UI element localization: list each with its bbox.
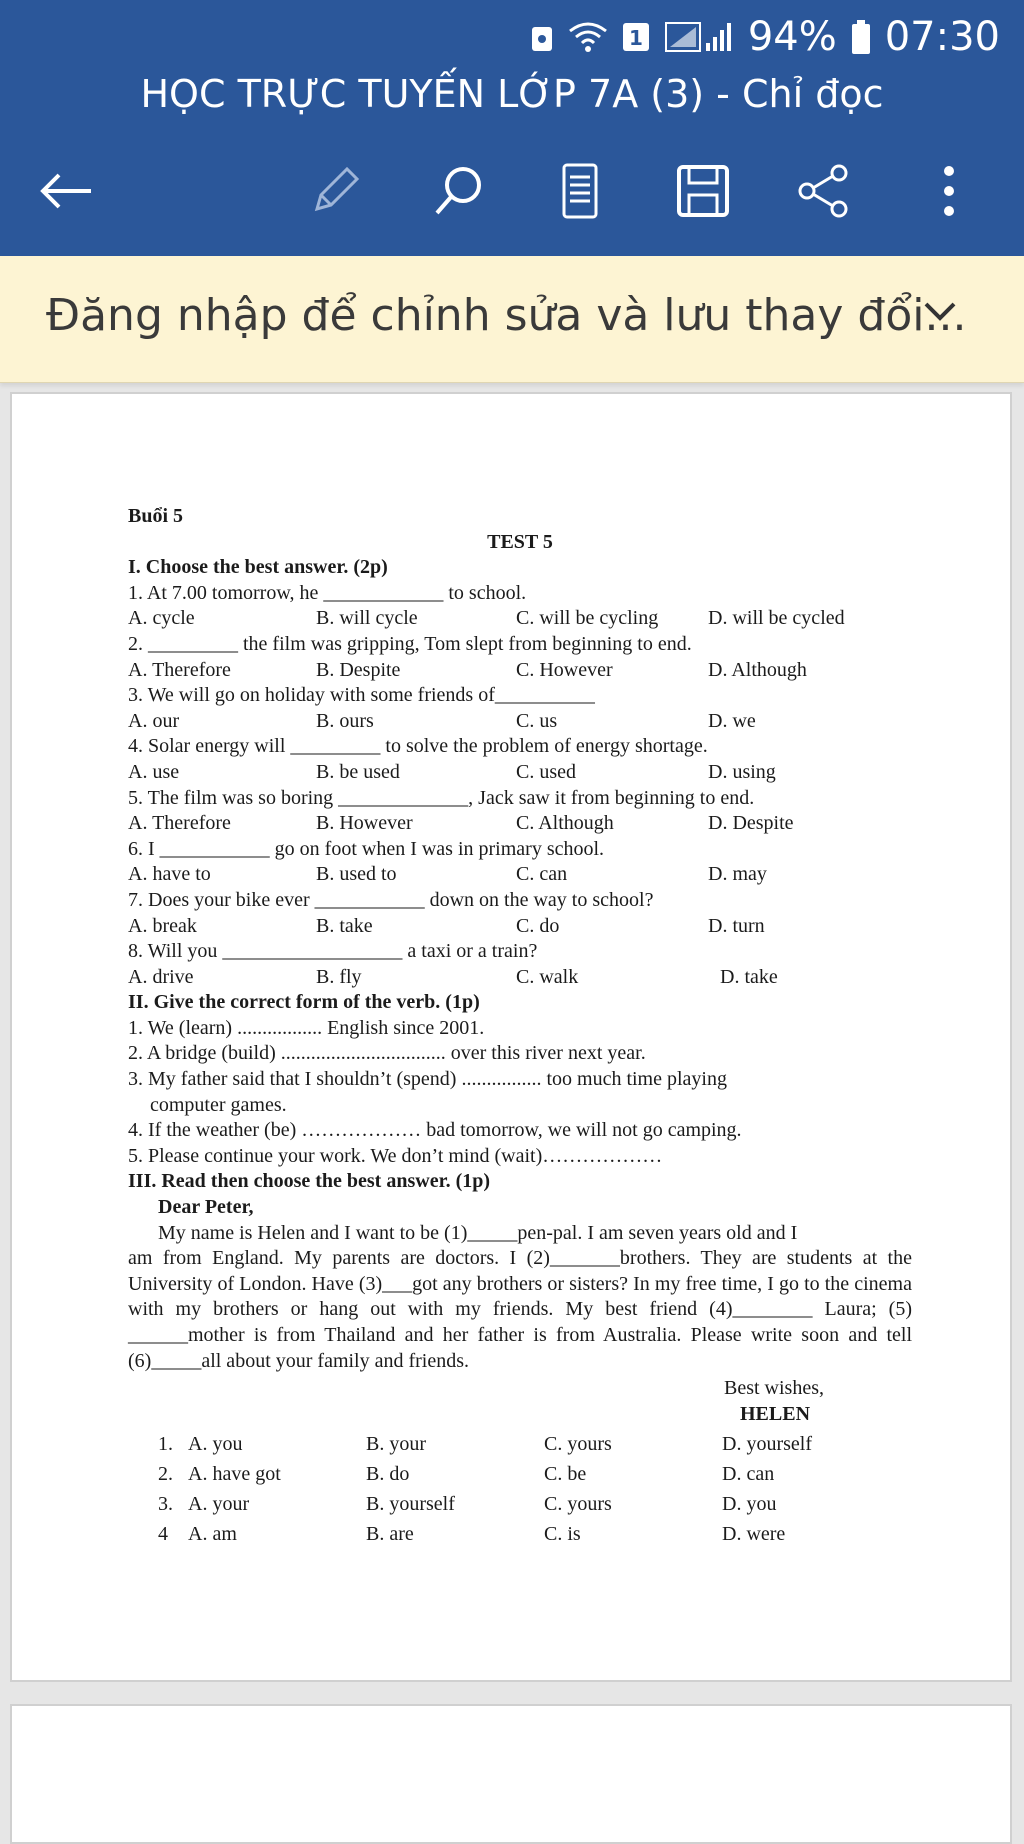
search-icon (431, 163, 487, 219)
answer-number: 4 (158, 1522, 168, 1545)
answer-b: B. your (366, 1432, 426, 1455)
option-c: C. used (516, 760, 576, 783)
document-title: HỌC TRỰC TUYẾN LỚP 7A (3) - Chỉ đọc (140, 72, 884, 116)
option-b: B. take (316, 914, 373, 937)
letter-body (128, 1221, 912, 1375)
option-d: D. Although (708, 658, 807, 681)
question-2-options (128, 658, 912, 684)
question-7: 7. Does your bike ever ___________ down on the way to school? (128, 888, 654, 911)
option-c: C. do (516, 914, 560, 937)
option-d: D. Despite (708, 812, 794, 835)
answer-row (128, 1427, 912, 1457)
letter-first-line: My name is Helen and I want to be (1)_____pen-pal. I am seven years old and I (158, 1221, 798, 1244)
more-options-button[interactable] (914, 155, 984, 227)
test-title: TEST 5 (487, 530, 553, 553)
question-6: 6. I ___________ go on foot when I was in primary school. (128, 837, 605, 860)
option-c: C. walk (516, 965, 579, 988)
answer-a: A. you (188, 1432, 243, 1455)
battery-percent: 94% (747, 14, 837, 60)
question-8-options (128, 965, 912, 991)
option-b: B. used to (316, 863, 397, 886)
option-c: C. can (516, 863, 568, 886)
option-a: A. break (128, 914, 197, 937)
save-icon (675, 163, 731, 219)
expand-banner-button[interactable] (920, 292, 960, 337)
signal-strength-icon (664, 21, 734, 53)
answer-b: B. do (366, 1462, 410, 1485)
option-b: B. will cycle (316, 607, 418, 630)
clock: 07:30 (884, 14, 1000, 60)
sign-in-banner-text: Đăng nhập để chỉnh sửa và lưu thay đổi... (46, 290, 967, 341)
answer-d: D. yourself (722, 1432, 812, 1455)
next-document-page (10, 1704, 1012, 1844)
option-a: A. cycle (128, 607, 195, 630)
answer-row (128, 1457, 912, 1487)
question-3-options (128, 709, 912, 735)
vpn-lock-icon (530, 21, 554, 53)
search-button[interactable] (424, 155, 494, 227)
option-c: C. us (516, 709, 558, 732)
question-1: 1. At 7.00 tomorrow, he ____________ to school. (128, 581, 527, 604)
option-c: C. will be cycling (516, 607, 659, 630)
back-button[interactable] (30, 155, 100, 227)
option-d: D. using (708, 760, 776, 783)
option-d: D. turn (708, 914, 765, 937)
answer-d: D. were (722, 1522, 786, 1545)
letter-rest: am from England. My parents are doctors. I (2)_______brothers. They are students at the University of London. Have (3)___got any brothers or sisters? In my free time, I go to the cinema with my brothers or hang out with my friends. My best friend (4)________ Laura; (5) ______mother is from Thailand and her father is from Australia. Please write soon and tell (6)_____all about your family and friends. (128, 1247, 912, 1372)
status-bar (530, 14, 1000, 60)
app-header (0, 0, 1024, 256)
option-a: A. use (128, 760, 180, 783)
question-5: 5. The film was so boring _____________, Jack saw it from beginning to end. (128, 786, 755, 809)
verb-item: 3. My father said that I shouldn’t (spend) ................ too much time playing (128, 1068, 727, 1091)
option-b: B. Despite (316, 658, 401, 681)
sign-in-banner[interactable] (0, 256, 1024, 383)
question-2: 2. _________ the film was gripping, Tom slept from beginning to end. (128, 632, 692, 655)
option-a: A. drive (128, 965, 194, 988)
document-view-icon (560, 163, 600, 219)
answer-b: B. yourself (366, 1492, 455, 1515)
share-icon (795, 163, 851, 219)
document-page (10, 392, 1012, 1682)
answer-row (128, 1517, 912, 1547)
section-1-heading: I. Choose the best answer. (2p) (128, 556, 388, 579)
option-a: A. our (128, 709, 180, 732)
verb-item: 5. Please continue your work. We don’t mind (wait)……………… (128, 1144, 663, 1167)
answer-c: C. be (544, 1462, 587, 1485)
letter-closing: Best wishes, (724, 1377, 824, 1400)
more-vertical-icon (939, 163, 959, 219)
option-a: A. Therefore (128, 812, 231, 835)
question-8: 8. Will you __________________ a taxi or a train? (128, 940, 538, 963)
toolbar (0, 155, 1024, 227)
option-d: D. may (708, 863, 767, 886)
share-button[interactable] (788, 155, 858, 227)
question-4-options (128, 760, 912, 786)
wifi-icon (568, 21, 608, 53)
option-b: B. fly (316, 965, 362, 988)
pencil-icon (307, 163, 363, 219)
option-b: B. ours (316, 709, 374, 732)
answer-b: B. are (366, 1522, 414, 1545)
answer-number: 1. (158, 1432, 173, 1455)
question-4: 4. Solar energy will _________ to solve the problem of energy shortage. (128, 735, 708, 758)
option-a: A. Therefore (128, 658, 231, 681)
section-2-heading: II. Give the correct form of the verb. (1p) (128, 991, 480, 1014)
option-b: B. be used (316, 760, 400, 783)
reading-view-button[interactable] (545, 155, 615, 227)
sim-slot-icon (622, 21, 650, 53)
question-3: 3. We will go on holiday with some friends of__________ (128, 684, 595, 707)
option-d: D. we (708, 709, 756, 732)
edit-button[interactable] (300, 155, 370, 227)
option-b: B. However (316, 812, 413, 835)
question-5-options (128, 811, 912, 837)
answer-d: D. you (722, 1492, 777, 1515)
answer-a: A. have got (188, 1462, 281, 1485)
save-button[interactable] (668, 155, 738, 227)
chevron-down-icon (920, 292, 960, 332)
option-c: C. However (516, 658, 613, 681)
document-body (128, 504, 912, 1547)
question-1-options (128, 606, 912, 632)
verb-item: 4. If the weather (be) ……………… bad tomorrow, we will not go camping. (128, 1119, 742, 1142)
answer-a: A. am (188, 1522, 237, 1545)
question-6-options (128, 862, 912, 888)
answer-c: C. yours (544, 1492, 612, 1515)
answer-c: C. is (544, 1522, 581, 1545)
letter-greeting: Dear Peter, (158, 1196, 254, 1219)
answer-row (128, 1487, 912, 1517)
verb-item: 2. A bridge (build) ................................. over this river next year. (128, 1042, 646, 1065)
letter-signature: HELEN (740, 1402, 811, 1425)
section-3-heading: III. Read then choose the best answer. (1p) (128, 1170, 491, 1193)
answer-a: A. your (188, 1492, 250, 1515)
verb-item: 1. We (learn) ................. English since 2001. (128, 1016, 485, 1039)
answer-d: D. can (722, 1462, 775, 1485)
session-label: Buổi 5 (128, 505, 184, 527)
option-c: C. Although (516, 812, 614, 835)
verb-item-continued: computer games. (150, 1093, 287, 1116)
battery-icon (851, 20, 871, 54)
answer-number: 2. (158, 1462, 173, 1485)
question-7-options (128, 914, 912, 940)
option-d: D. will be cycled (708, 607, 845, 630)
back-arrow-icon (37, 171, 93, 211)
sim-slot-number: 1 (628, 26, 643, 50)
option-a: A. have to (128, 863, 211, 886)
answer-c: C. yours (544, 1432, 612, 1455)
option-d: D. take (720, 965, 778, 988)
answer-number: 3. (158, 1492, 173, 1515)
